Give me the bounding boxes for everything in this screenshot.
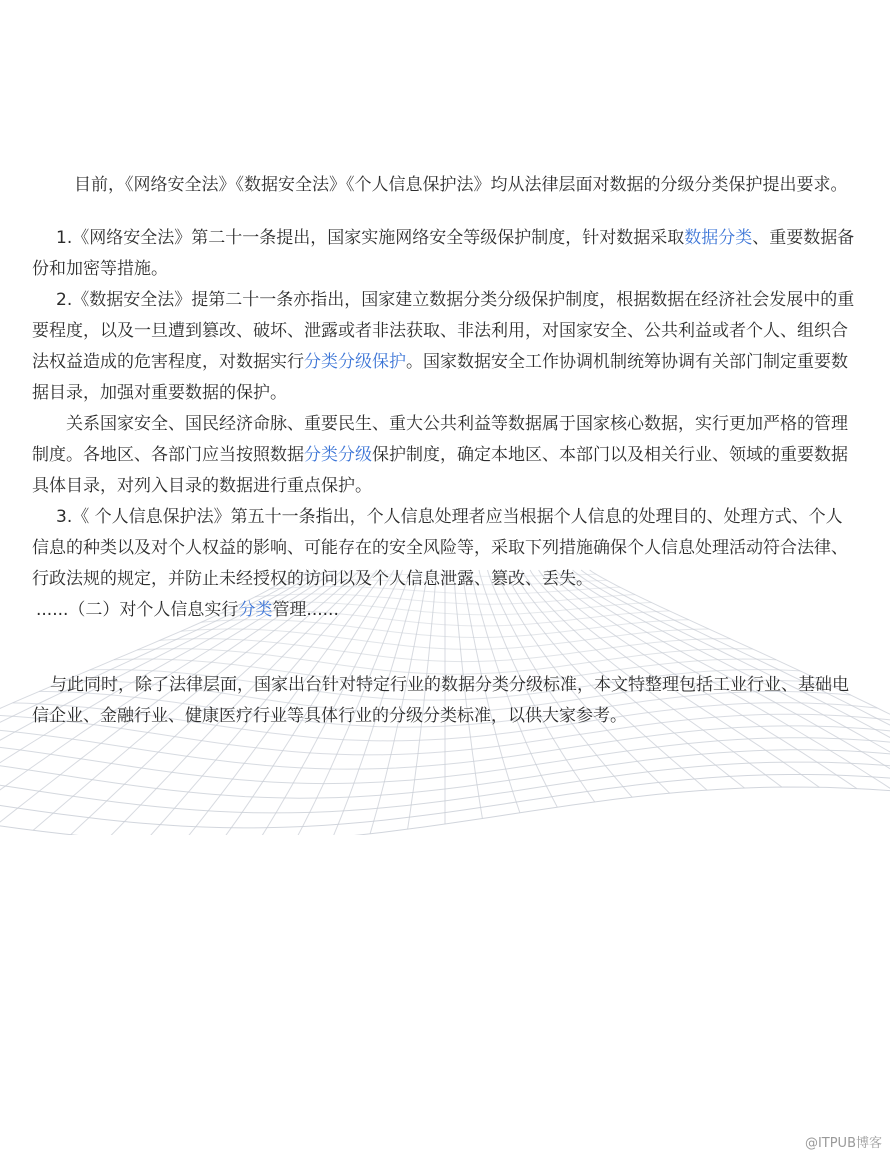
classification-link[interactable]: 分类 — [238, 600, 273, 620]
more-text-before: ......（二）对个人信息实行 — [36, 600, 239, 620]
item1-text-before: 1.《网络安全法》第二十一条提出，国家实施网络安全等级保护制度，针对数据采取 — [56, 228, 685, 248]
cybersecurity-law-paragraph — [32, 223, 858, 285]
data-security-law-paragraph — [32, 285, 858, 409]
classification-grading-protection-link[interactable]: 分类分级保护 — [304, 352, 406, 372]
more-text-after: 管理...... — [272, 600, 339, 620]
item2b-text-before: 关系国家安全、国民经济命脉、重要民生、重大公共利益等数据属于国家核心数据，实行更加严格的管理制度。各地区、各部门应当按照数据 — [32, 414, 848, 465]
classification-grading-link[interactable]: 分类分级 — [304, 445, 372, 465]
watermark: @ITPUB博客 — [804, 1136, 882, 1151]
core-data-paragraph — [32, 409, 858, 502]
personal-info-law-paragraph: 3.《 个人信息保护法》第五十一条指出，个人信息处理者应当根据个人信息的处理目的、处理方式、个人信息的种类以及对个人权益的影响、可能存在的安全风险等，采取下列措施确保个人信息处理活动符合法律、行政法规的规定，并防止未经授权的访问以及个人信息泄露、篡改、丢失。 — [32, 507, 848, 589]
article-body — [32, 170, 858, 732]
item2-text-after: 。国家数据安全工作协调机制统筹协调有关部门制定重要数据目录，加强对重要数据的保护。 — [32, 352, 848, 403]
item2-text-before: 2.《数据安全法》提第二十一条亦指出，国家建立数据分类分级保护制度，根据数据在经济社会发展中的重要程度，以及一旦遭到篡改、破坏、泄露或者非法获取、非法利用，对国家安全、公共利益或者个人、组织合法权益造成的危害程度，对数据实行 — [32, 290, 855, 372]
data-classification-link[interactable]: 数据分类 — [684, 228, 753, 248]
item1-text-after: 、重要数据备份和加密等措施。 — [32, 228, 855, 279]
intro-paragraph: 目前，《网络安全法》《数据安全法》《个人信息保护法》均从法律层面对数据的分级分类保护提出要求。 — [74, 175, 848, 195]
item2b-text-after: 保护制度，确定本地区、本部门以及相关行业、领域的重要数据具体目录，对列入目录的数据进行重点保护。 — [32, 445, 848, 496]
ellipsis-paragraph — [32, 595, 858, 626]
outro-paragraph: 与此同时，除了法律层面，国家出台针对特定行业的数据分类分级标准，本文特整理包括工业行业、基础电信企业、金融行业、健康医疗行业等具体行业的分级分类标准，以供大家参考。 — [32, 675, 849, 726]
